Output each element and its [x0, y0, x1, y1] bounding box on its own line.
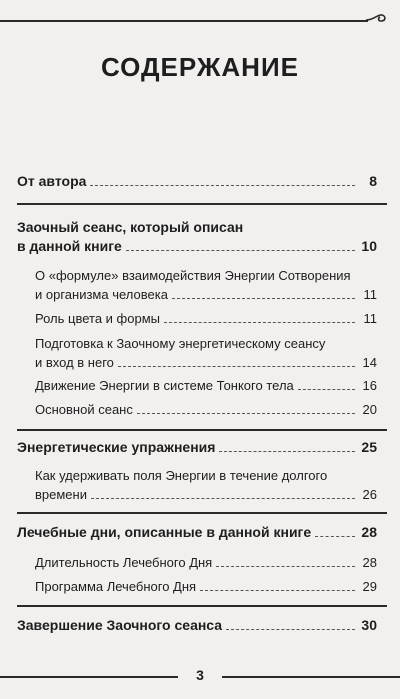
toc-entry-title: Как удерживать поля Энергии в течение долгого — [35, 468, 328, 483]
toc-page-number: 16 — [362, 378, 377, 393]
toc-entry-title-cont: времени — [35, 487, 87, 502]
toc-page-number: 29 — [362, 579, 377, 594]
toc-entry-title: Программа Лечебного Дня — [35, 579, 197, 594]
toc-entry-title: Энергетические упражнения — [17, 439, 216, 455]
toc-leader — [298, 389, 355, 390]
toc-page-number: 11 — [363, 311, 377, 326]
toc-page-number: 10 — [361, 238, 377, 254]
toc-page-number: 8 — [369, 173, 377, 189]
toc-entry-title: Заочный сеанс, который описан — [17, 219, 244, 235]
toc-entry-title-cont: и вход в него — [35, 355, 114, 370]
toc-entry-color-form — [35, 309, 377, 328]
toc-entry-title: Лечебные дни, описанные в данной книге — [17, 524, 312, 540]
toc-leader — [200, 590, 355, 591]
toc-entry-title: Завершение Заочного сеанса — [17, 617, 223, 633]
flourish-icon — [366, 12, 388, 26]
toc-leader — [172, 298, 355, 299]
section-divider — [17, 203, 387, 205]
toc-page-number: 11 — [363, 287, 377, 302]
toc-entry-title: О «формуле» взаимодействия Энергии Сотворения — [35, 268, 351, 283]
toc-leader — [137, 413, 355, 414]
section-divider — [17, 605, 387, 607]
toc-entry-hold-fields — [35, 466, 377, 504]
toc-leader — [91, 498, 355, 499]
toc-entry-title: Подготовка к Заочному энергетическому сеансу — [35, 336, 326, 351]
toc-entry-title: Роль цвета и формы — [35, 311, 160, 326]
toc-entry-title: Основной сеанс — [35, 402, 133, 417]
page-title: СОДЕРЖАНИЕ — [101, 52, 299, 82]
toc-page-number: 28 — [361, 524, 377, 540]
toc-page-number: 26 — [362, 487, 377, 502]
toc-entry-title: От автора — [17, 173, 87, 189]
toc-page-number: 14 — [362, 355, 377, 370]
toc-entry-exercises — [17, 438, 377, 457]
toc-leader — [90, 185, 355, 186]
toc-page-number: 30 — [361, 617, 377, 633]
toc-entry-remote-session — [17, 218, 377, 256]
toc-page-number: 20 — [362, 402, 377, 417]
section-divider — [17, 429, 387, 431]
toc-leader — [216, 566, 355, 567]
toc-leader — [126, 250, 355, 251]
toc-entry-completion — [17, 616, 377, 635]
toc-leader — [164, 322, 355, 323]
toc-leader — [118, 366, 355, 367]
toc-leader — [226, 629, 355, 630]
toc-entry-preparation — [35, 334, 377, 372]
toc-entry-title: Длительность Лечебного Дня — [35, 555, 213, 570]
toc-entry-main-session — [35, 400, 377, 419]
top-rule — [0, 20, 368, 22]
toc-leader — [315, 536, 355, 537]
toc-entry-energy-flow — [35, 376, 377, 395]
toc-entry-healing-days — [17, 523, 377, 542]
toc-entry-formula — [35, 266, 377, 304]
toc-entry-title: Движение Энергии в системе Тонкого тела — [35, 378, 294, 393]
toc-entry-day-program — [35, 577, 377, 596]
toc-page-number: 28 — [362, 555, 377, 570]
toc-entry-title-cont: и организма человека — [35, 287, 168, 302]
page-number: 3 — [178, 663, 222, 687]
toc-leader — [219, 451, 355, 452]
toc-entry-author — [17, 172, 377, 191]
toc-entry-day-duration — [35, 553, 377, 572]
section-divider — [17, 512, 387, 514]
toc-entry-title-cont: в данной книге — [17, 238, 122, 254]
toc-page-number: 25 — [361, 439, 377, 455]
